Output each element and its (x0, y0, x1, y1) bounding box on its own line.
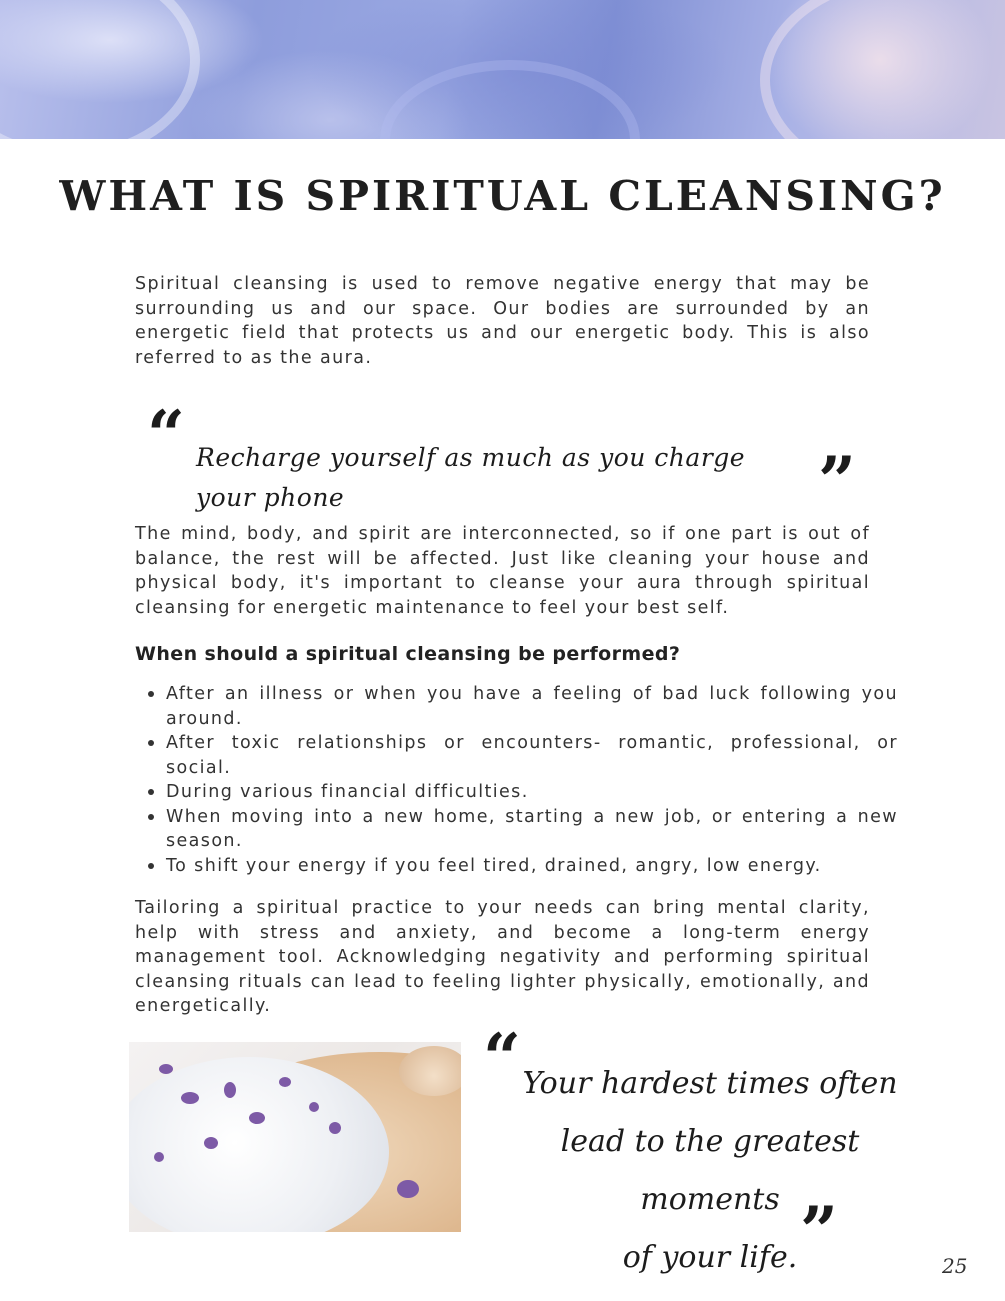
page-title: WHAT IS SPIRITUAL CLEANSING? (59, 172, 946, 220)
quote-line: lead to the greatest moments (560, 1124, 860, 1217)
quote-line: Your hardest times often (522, 1066, 898, 1101)
open-quote-icon: “ (483, 1019, 521, 1097)
header-banner-image (0, 0, 1005, 139)
list-item: When moving into a new home, starting a new job, or entering a new season. (148, 805, 898, 854)
bullet-dot-icon (148, 691, 154, 697)
bullet-dot-icon (148, 863, 154, 869)
bullet-dot-icon (148, 814, 154, 820)
bullet-dot-icon (148, 789, 154, 795)
lavender-salt-bowl-photo (129, 1042, 461, 1232)
bullet-list (148, 682, 898, 878)
page-number: 25 (942, 1254, 968, 1278)
list-item: During various financial difficulties. (148, 780, 898, 805)
list-item: To shift your energy if you feel tired, drained, angry, low energy. (148, 854, 898, 879)
list-item: After an illness or when you have a feeling of bad luck following you around. (148, 682, 898, 731)
section-subheading: When should a spiritual cleansing be performed? (135, 643, 681, 665)
closing-paragraph: Tailoring a spiritual practice to your needs can bring mental clarity, help with stress and anxiety, and become a long-term energy management tool. Acknowledging negativity and performing spiritual cleansing rituals can lead to feeling lighter physically, emotionally, and energetically. (135, 898, 870, 1016)
close-quote-icon: ” (800, 1192, 838, 1270)
quote-recharge: Recharge yourself as much as you charge your phone (196, 443, 746, 512)
quote-hardest-times (520, 1055, 900, 1287)
intro-paragraph: Spiritual cleansing is used to remove negative energy that may be surrounding us and our space. Our bodies are surrounded by an energetic field that protects us and our energetic body. This is also referred to as the aura. (135, 274, 870, 368)
close-quote-icon: ” (818, 442, 856, 520)
open-quote-icon: “ (147, 396, 185, 474)
quote-line: of your life. (622, 1240, 798, 1275)
list-item: After toxic relationships or encounters- romantic, professional, or social. (148, 731, 898, 780)
body-paragraph: The mind, body, and spirit are interconnected, so if one part is out of balance, the rest will be affected. Just like cleaning your house and physical body, it's important to cleanse your aura through spiritual cleansing for energetic maintenance to feel your best self. (135, 524, 870, 618)
bullet-dot-icon (148, 740, 154, 746)
